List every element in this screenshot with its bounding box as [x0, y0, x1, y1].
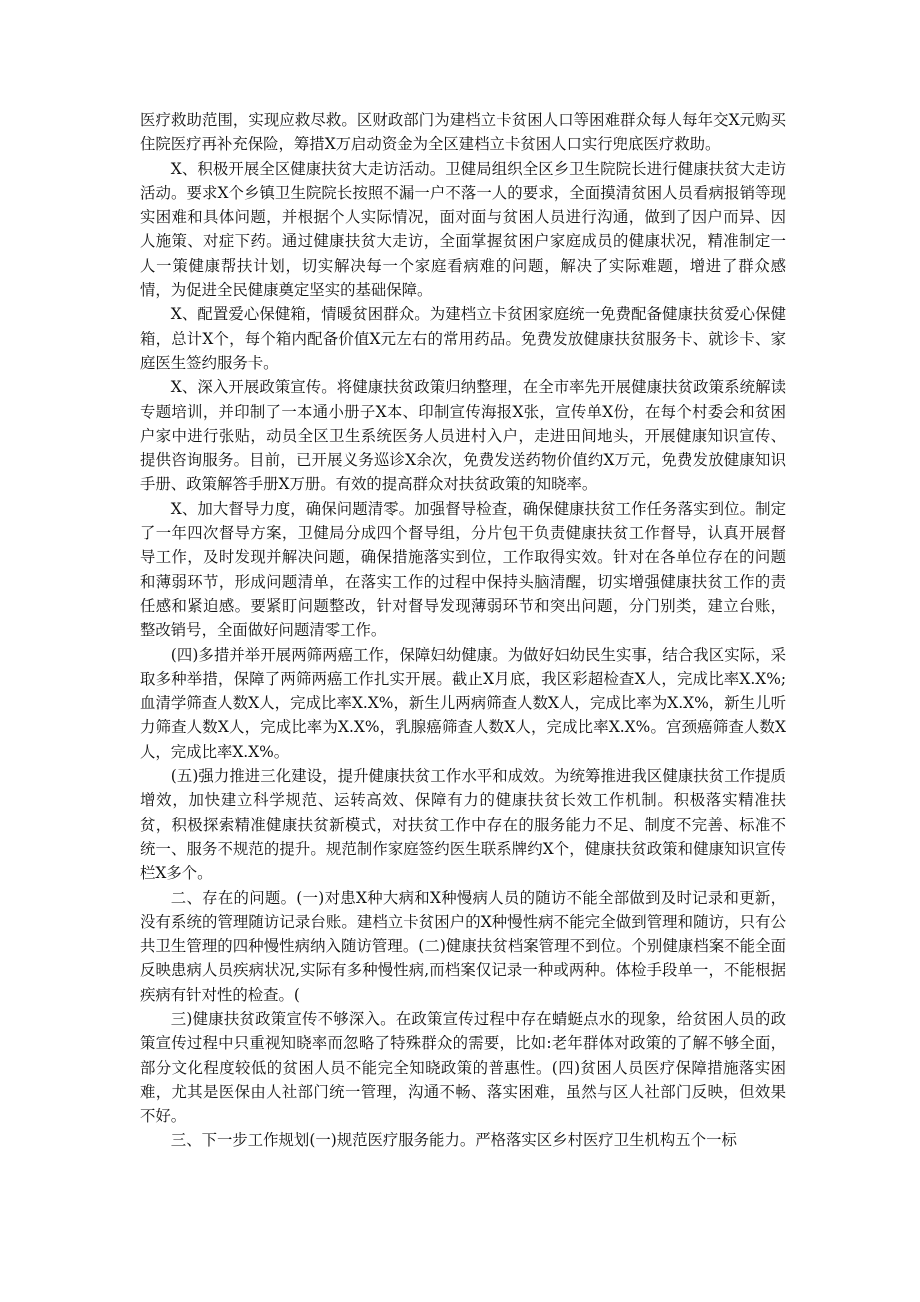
paragraph-three-modernizations: (五)强力推进三化建设，提升健康扶贫工作水平和成效。为统筹推进我区健康扶贫工作提质增效，加快建立科学规范、运转高效、保障有力的健康扶贫长效工作机制。积极落实精准扶贫，积极探索精准健康扶贫新模式，对扶贫工作中存在的服务能力不足、制度不完善、标准不统一、服务不规范的提升。规范制作家庭签约医生联系牌约X个，健康扶贫政策和健康知识宣传栏X多个。	[140, 767, 786, 883]
paragraph-next-steps: 三、下一步工作规划(一)规范医疗服务能力。严格落实区乡村医疗卫生机构五个一标	[170, 1131, 737, 1150]
paragraph-policy-problems: 三)健康扶贫政策宣传不够深入。在政策宣传过程中存在蜻蜓点水的现象，给贫困人员的政策宣传过程中只重视知晓率而忽略了特殊群众的需要，比如:老年群体对政策的了解不够全面，部分文化程度较低的贫困人员不能完全知晓政策的普惠性。(四)贫困人员医疗保障措施落实困难，尤其是医保由人社部门统一管理，沟通不畅、落实困难，虽然与区人社部门反映，但效果不好。	[140, 1009, 786, 1126]
paragraph-existing-problems: 二、存在的问题。(一)对患X种大病和X种慢病人员的随访不能全部做到及时记录和更新，没有系统的管理随访记录台账。建档立卡贫困户的X种慢性病不能完全做到管理和随访，只有公共卫生管理的四种慢性病纳入随访管理。(二)健康扶贫档案管理不到位。个别健康档案不能全面反映患病人员疾病状况,实际有多种慢性病,而档案仅记录一种或两种。体检手段单一，不能根据疾病有针对性的检查。(	[140, 888, 786, 1004]
paragraph-visit-campaign: X、积极开展全区健康扶贫大走访活动。卫健局组织全区乡卫生院院长进行健康扶贫大走访活动。要求X个乡镇卫生院院长按照不漏一户不落一人的要求，全面摸清贫困人员看病报销等现实困难和具体问题，并根据个人实际情况，面对面与贫困人员进行沟通，做到了因户而异、因人施策、对症下药。通过健康扶贫大走访，全面掌握贫困户家庭成员的健康状况，精准制定一人一策健康帮扶计划，切实解决每一个家庭看病难的问题，解决了实际难题，增进了群众感情，为促进全民健康奠定坚实的基础保障。	[140, 159, 786, 300]
paragraph-supervision: X、加大督导力度，确保问题清零。加强督导检查，确保健康扶贫工作任务落实到位。制定了一年四次督导方案，卫健局分成四个督导组，分片包干负责健康扶贫工作督导，认真开展督导工作，及时发现并解决问题，确保措施落实到位，工作取得实效。针对在各单位存在的问题和薄弱环节，形成问题清单，在落实工作的过程中保持头脑清醒，切实增强健康扶贫工作的责任感和紧迫感。要紧盯问题整改，针对督导发现薄弱环节和突出问题，分门别类，建立台账，整改销号，全面做好问题清零工作。	[140, 499, 786, 640]
document-page	[140, 108, 786, 1153]
paragraph-policy-publicity: X、深入开展政策宣传。将健康扶贫政策归纳整理，在全市率先开展健康扶贫政策系统解读专题培训，并印制了一本通小册子X本、印制宣传海报X张，宣传单X份，在每个村委会和贫困户家中进行张贴，动员全区卫生系统医务人员进村入户，走进田间地头，开展健康知识宣传、提供咨询服务。目前，已开展义务巡诊X余次，免费发送药物价值约X万元，免费发放健康知识手册、政策解答手册X万册。有效的提高群众对扶贫政策的知晓率。	[140, 378, 786, 494]
paragraph-health-kit: X、配置爱心保健箱，情暖贫困群众。为建档立卡贫困家庭统一免费配备健康扶贫爱心保健箱，总计X个，每个箱内配备价值X元左右的常用药品。免费发放健康扶贫服务卡、就诊卡、家庭医生签约服务卡。	[140, 305, 786, 372]
paragraph-medical-aid-scope: 医疗救助范围，实现应救尽救。区财政部门为建档立卡贫困人口等困难群众每人每年交X元购买住院医疗再补充保险，筹措X万启动资金为全区建档立卡贫困人口实行兜底医疗救助。	[140, 111, 786, 154]
paragraph-screening: (四)多措并举开展两筛两癌工作，保障妇幼健康。为做好妇幼民生实事，结合我区实际，采取多种举措，保障了两筛两癌工作扎实开展。截止X月底，我区彩超检查X人，完成比率X.X%;血清学筛查人数X人，完成比率X.X%，新生儿两病筛查人数X人，完成比率为X.X%，新生儿听力筛查人数X人，完成比率为X.X%，乳腺癌筛查人数X人，完成比率X.X%。宫颈癌筛查人数X人，完成比率X.X%。	[140, 645, 786, 761]
